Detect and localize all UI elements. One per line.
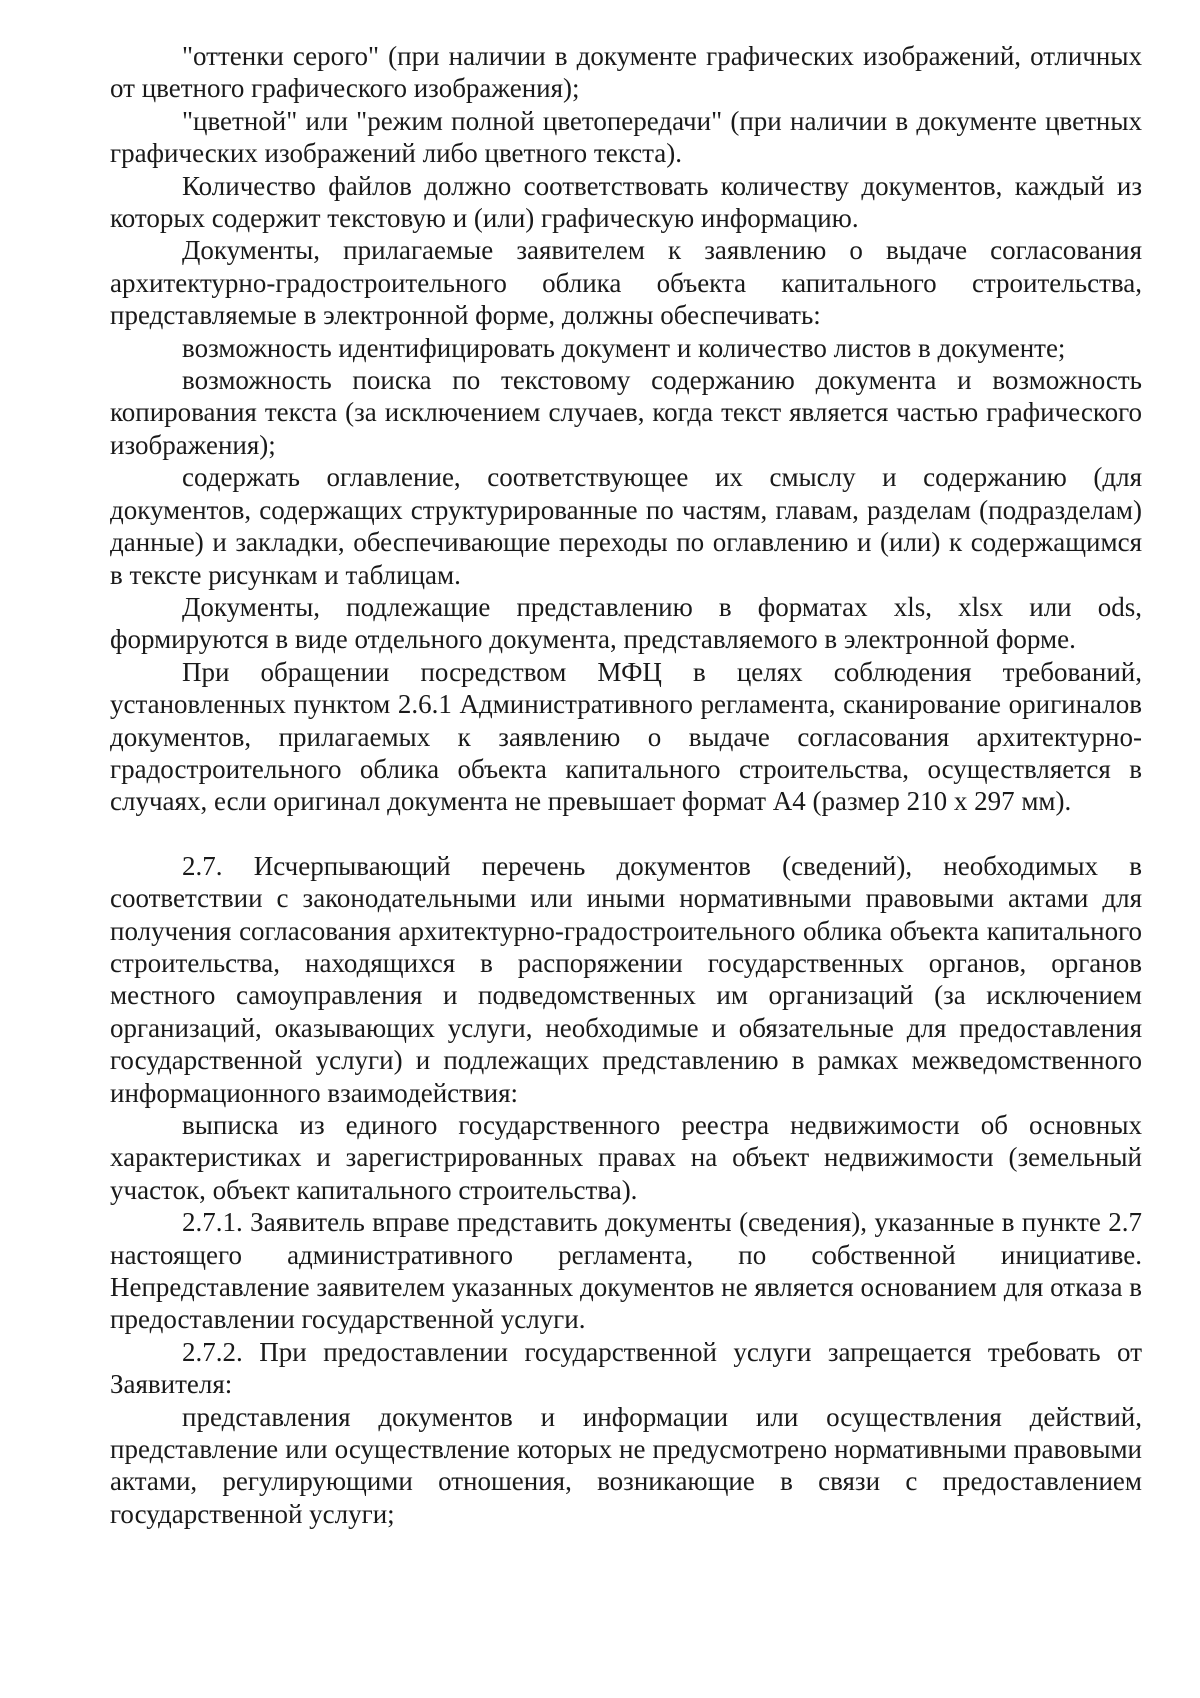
paragraph-section-2-7-2: 2.7.2. При предоставлении государственной услуги запрещается требовать от Заявителя:: [110, 1336, 1142, 1400]
paragraph-section-2-7-1: 2.7.1. Заявитель вправе представить документы (сведения), указанные в пункте 2.7 настоящего административного регламента, по собственной инициативе. Непредставление заявителем указанных документов не является основанием для отказа в предоставлении государственной услуги.: [110, 1207, 1142, 1335]
paragraph-file-count: Количество файлов должно соответствовать количеству документов, каждый из которых содержит текстовую и (или) графическую информацию.: [110, 170, 1142, 234]
paragraph-color-mode: "цветной" или "режим полной цветопередачи" (при наличии в документе цветных графических изображений либо цветного текста).: [110, 105, 1142, 169]
paragraph-mfc-scanning: При обращении посредством МФЦ в целях соблюдения требований, установленных пунктом 2.6.1 Административного регламента, сканирование оригиналов документов, прилагаемых к заявлению о выдаче согласования архитектурно-градостроительного облика объекта капитального строительства, осуществляется в случаях, если оригинал документа не превышает формат А4 (размер 210 х 297 мм).: [110, 656, 1142, 817]
document-page: [110, 40, 1142, 1530]
paragraph-electronic-docs-requirements: Документы, прилагаемые заявителем к заявлению о выдаче согласования архитектурно-градостроительного облика объекта капитального строительства, представляемые в электронной форме, должны обеспечивать:: [110, 235, 1142, 331]
paragraph-text-search: возможность поиска по текстовому содержанию документа и возможность копирования текста (за исключением случаев, когда текст является частью графического изображения);: [110, 365, 1142, 460]
paragraph-prohibited-requirements: представления документов и информации или осуществления действий, представление или осуществление которых не предусмотрено нормативными правовыми актами, регулирующими отношения, возникающие в связи с предоставлением государственной услуги;: [110, 1401, 1142, 1529]
paragraph-spreadsheet-formats: Документы, подлежащие представлению в форматах xls, xlsx или ods, формируются в виде отдельного документа, представляемого в электронной форме.: [110, 591, 1142, 655]
paragraph-identify-document: возможность идентифицировать документ и количество листов в документе;: [182, 332, 1066, 363]
paragraph-table-of-contents: содержать оглавление, соответствующее их смыслу и содержанию (для документов, содержащих структурированные по частям, главам, разделам (подразделам) данные) и закладки, обеспечивающие переходы по оглавлению и (или) к содержащимся в тексте рисункам и таблицам.: [110, 462, 1142, 590]
paragraph-grayscale-mode: "оттенки серого" (при наличии в документе графических изображений, отличных от цветного графического изображения);: [110, 41, 1142, 104]
paragraph-egrn-extract: выписка из единого государственного реестра недвижимости об основных характеристиках и зарегистрированных правах на объект недвижимости (земельный участок, объект капитального строительства).: [110, 1110, 1142, 1205]
paragraph-section-2-7: 2.7. Исчерпывающий перечень документов (сведений), необходимых в соответствии с законодательными или иными нормативными правовыми актами для получения согласования архитектурно-градостроительного облика объекта капитального строительства, находящихся в распоряжении государственных органов, органов местного самоуправления и подведомственных им организаций (за исключением организаций, оказывающих услуги, необходимые и обязательные для предоставления государственной услуги) и подлежащих представлению в рамках межведомственного информационного взаимодействия:: [110, 850, 1142, 1108]
